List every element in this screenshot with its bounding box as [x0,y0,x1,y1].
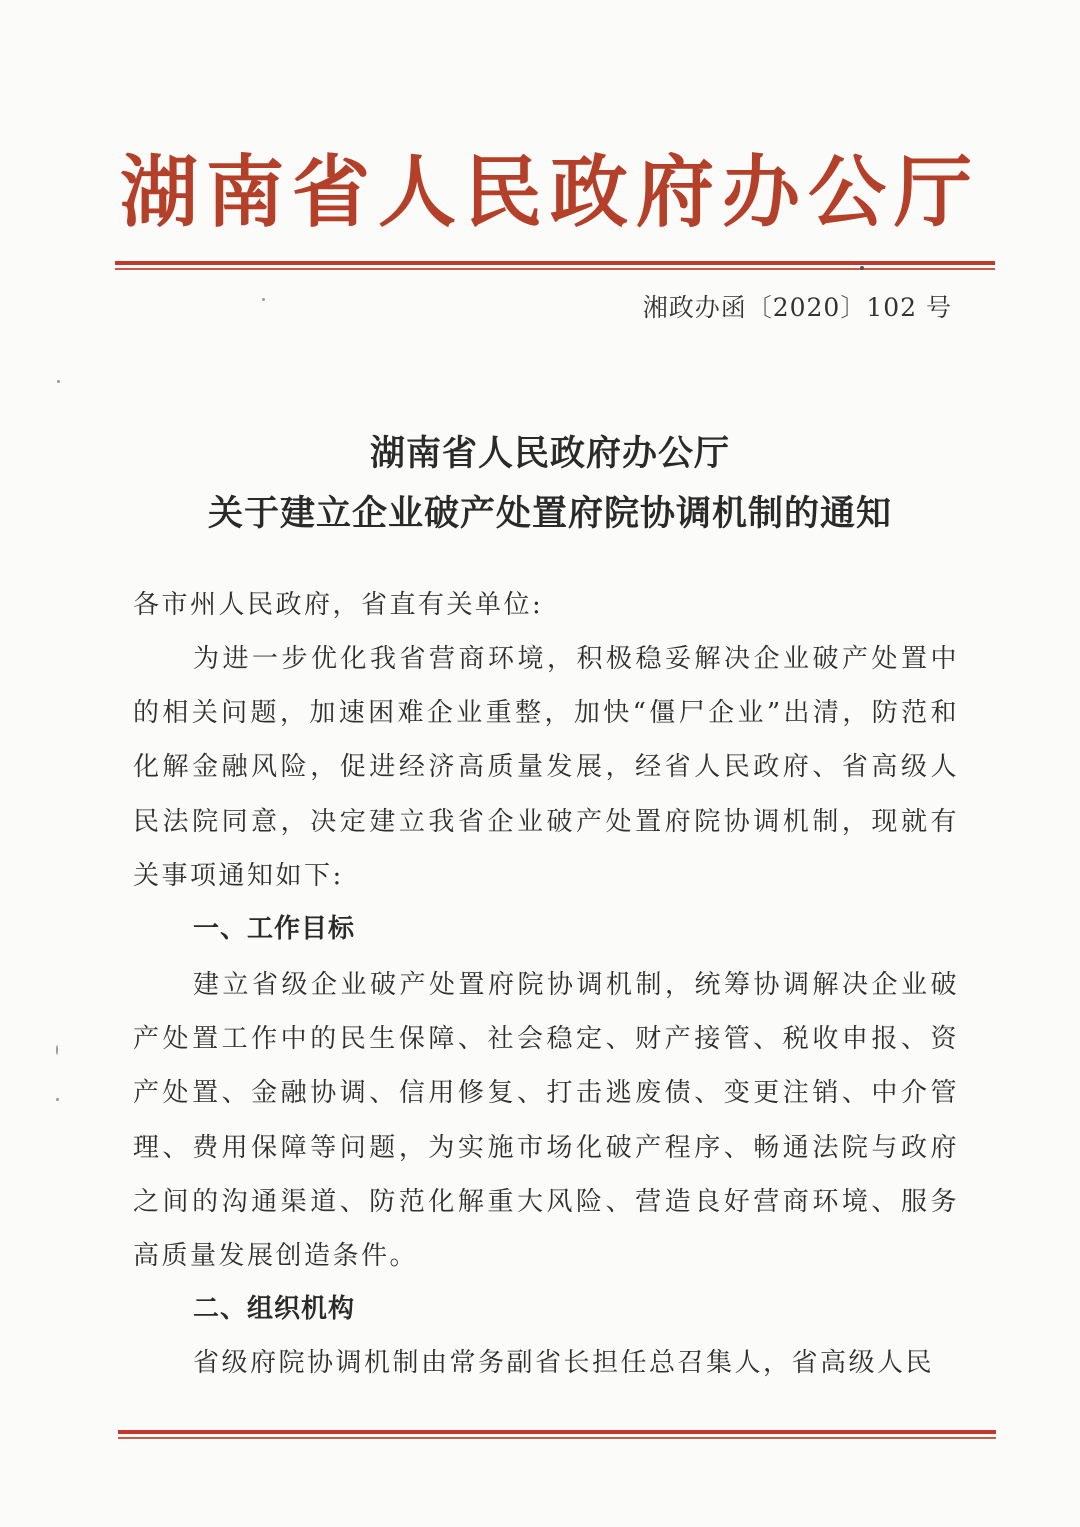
document-title-line1: 湖南省人民政府办公厅 [369,434,730,474]
masthead-title: 湖南省人民政府办公厅 [119,147,980,238]
paragraph-organization: 省级府院协调机制由常务副省长担任总召集人，省高级人民 [193,1348,935,1378]
salutation: 各市州人民政府，省直有关单位: [133,590,544,620]
paragraph-intro: 为进一步优化我省营商环境，积极稳妥解决企业破产处置中的相关问题，加速困难企业重整，加快“僵尸企业”出清，防范和化解金融风险，促进经济高质量发展，经省人民政府、省高级人民法院同意，决定建立我省企业破产处置府院协调机制，现就有关事项通知如下: [133,644,959,891]
scan-speck [57,380,60,383]
scan-speck [56,1045,58,1055]
paragraph-work-goal: 建立省级企业破产处置府院协调机制，统筹协调解决企业破产处置工作中的民生保障、社会稳定、财产接管、税收申报、资产处置、金融协调、信用修复、打击逃废债、变更注销、中介管理、费用保障等问题，为实施市场化破产程序、畅通法院与政府之间的沟通渠道、防范化解重大风险、营造良好营商环境、服务高质量发展创造条件。 [133,970,959,1272]
scan-speck [860,266,864,270]
scan-speck [56,1098,59,1101]
section-heading-organization: 二、组织机构 [193,1294,356,1324]
section-heading-work-goal: 一、工作目标 [193,914,356,944]
document-number: 湘政办函〔2020〕102 号 [642,293,952,322]
footer-thin-rule [118,1437,996,1439]
document-title-line2: 关于建立企业破产处置府院协调机制的通知 [207,494,892,534]
footer-red-rule [118,1430,996,1434]
scan-speck [262,298,265,301]
masthead-red-rule [115,261,995,265]
